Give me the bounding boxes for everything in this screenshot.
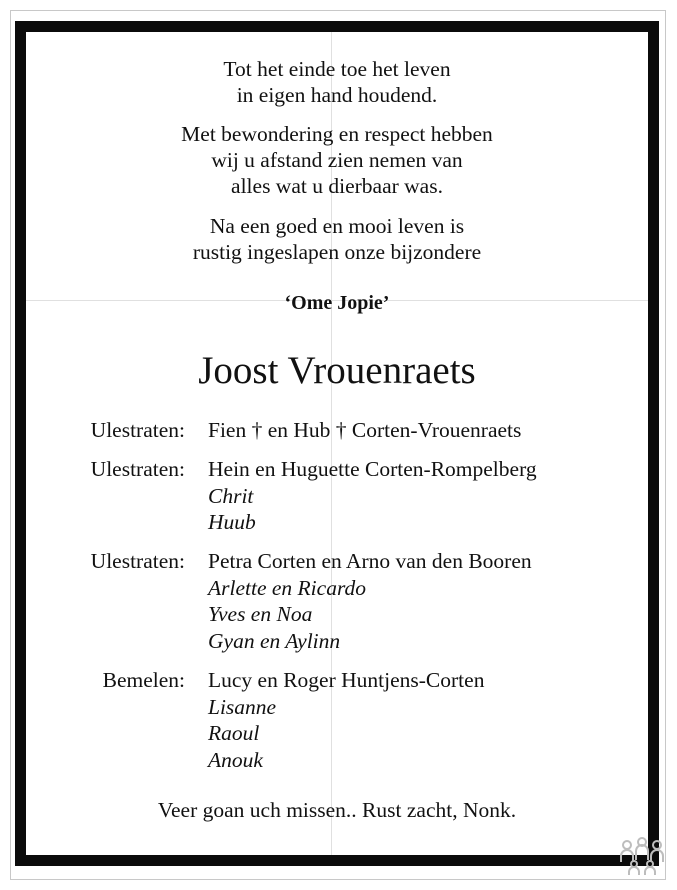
poem-line: Tot het einde toe het leven	[223, 57, 451, 81]
family-place: Ulestraten:	[90, 457, 185, 481]
family-main-name: Petra Corten en Arno van den Booren	[208, 549, 532, 573]
family-place: Bemelen:	[102, 668, 185, 692]
poem-line: alles wat u dierbaar was.	[231, 174, 443, 198]
family-names	[208, 456, 537, 536]
poem-line: wij u afstand zien nemen van	[211, 148, 463, 172]
deceased-name: Joost Vrouenraets	[198, 349, 476, 392]
family-child-name: Lisanne	[208, 694, 277, 719]
poem-stanza-3	[26, 213, 648, 265]
family-names	[208, 548, 532, 654]
family-people-logo-icon	[618, 836, 666, 876]
poem-line: Na een goed en mooi leven is	[209, 214, 465, 238]
poem-stanza-2	[26, 121, 648, 199]
family-child-name: Gyan en Aylinn	[208, 628, 341, 653]
family-names	[208, 667, 484, 773]
poem-line: Met bewondering en respect hebben	[181, 122, 493, 146]
family-main-name: Hein en Huguette Corten-Rompelberg	[208, 457, 537, 481]
family-place: Ulestraten:	[90, 418, 185, 442]
family-names	[208, 417, 521, 444]
family-child-name: Raoul	[208, 721, 260, 746]
family-main-name: Lucy en Roger Huntjens-Corten	[208, 668, 485, 692]
nickname: ‘Ome Jopie’	[284, 292, 390, 314]
family-child-name: Chrit	[208, 483, 254, 508]
poem-line: in eigen hand houdend.	[236, 83, 438, 107]
poem-line: rustig ingeslapen onze bijzondere	[192, 240, 482, 264]
poem-stanza-1	[26, 56, 648, 108]
family-main-name: Fien † en Hub † Corten-Vrouenraets	[208, 418, 522, 442]
family-child-name: Arlette en Ricardo	[208, 575, 367, 600]
family-child-name: Yves en Noa	[208, 602, 313, 627]
family-place: Ulestraten:	[90, 549, 185, 573]
family-child-name: Anouk	[208, 747, 263, 772]
family-child-name: Huub	[208, 510, 256, 535]
closing-line: Veer goan uch missen.. Rust zacht, Nonk.	[157, 798, 517, 822]
